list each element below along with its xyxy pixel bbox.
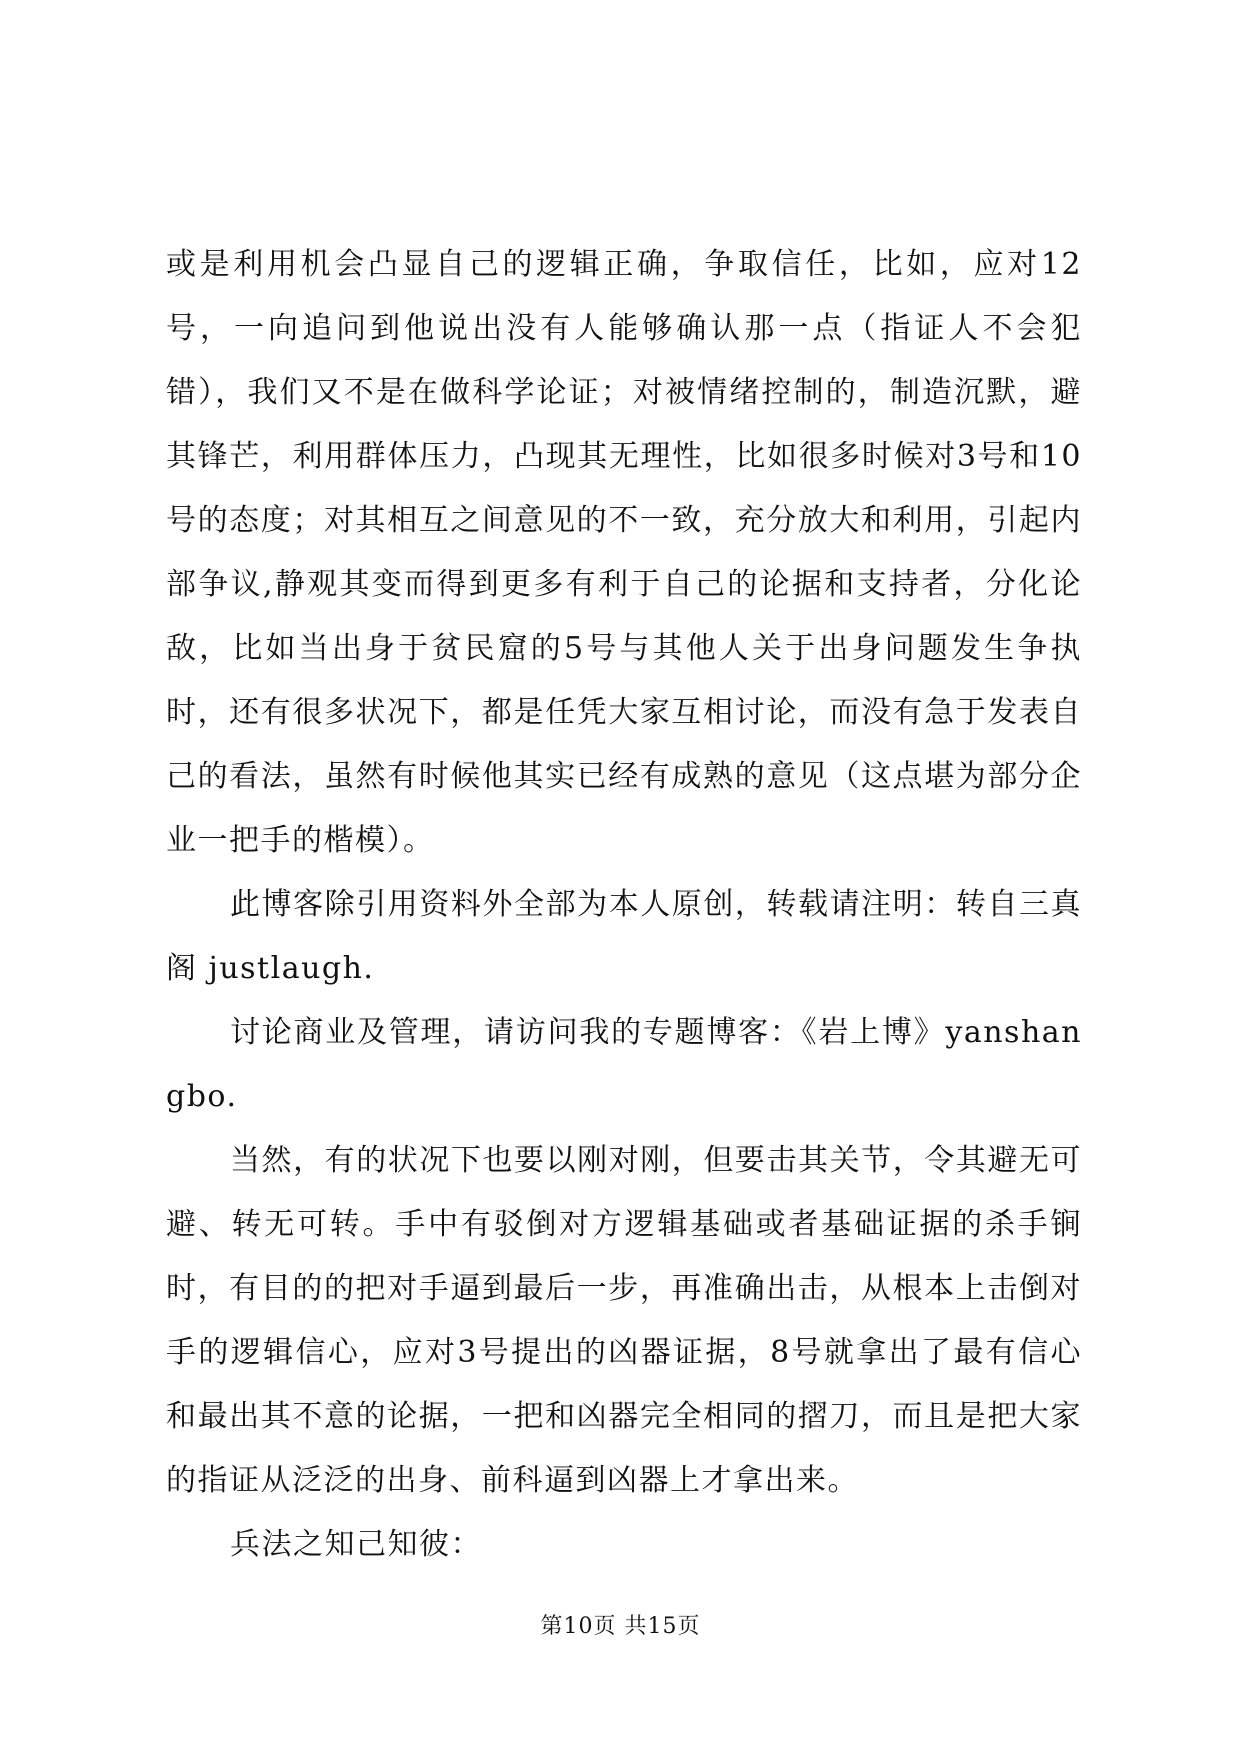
page-number-footer: 第10页 共15页 <box>540 1614 701 1639</box>
paragraph-3: 讨论商业及管理，请访问我的专题博客：《岩上博》yanshangbo. <box>166 1015 1082 1114</box>
paragraph-2: 此博客除引用资料外全部为本人原创，转载请注明：转自三真阁 justlaugh. <box>166 887 1082 986</box>
paragraph-1: 或是利用机会凸显自己的逻辑正确，争取信任，比如，应对12号，一向追问到他说出没有人能够确认那一点（指证人不会犯错），我们又不是在做科学论证；对被情绪控制的，制造沉默，避其锋芒，利用群体压力，凸现其无理性，比如很多时候对3号和10号的态度；对其相互之间意见的不一致，充分放大和利用，引起内部争议,静观其变而得到更多有利于自己的论据和支持者，分化论敌，比如当出身于贫民窟的5号与其他人关于出身问题发生争执时，还有很多状况下，都是任凭大家互相讨论，而没有急于发表自己的看法，虽然有时候他其实已经有成熟的意见（这点堪为部分企业一把手的楷模）。 <box>166 247 1082 858</box>
paragraph-5: 兵法之知己知彼： <box>230 1527 482 1562</box>
paragraph-4: 当然，有的状况下也要以刚对刚，但要击其关节，令其避无可避、转无可转。手中有驳倒对方逻辑基础或者基础证据的杀手锏时，有目的的把对手逼到最后一步，再准确出击，从根本上击倒对手的逻辑信心，应对3号提出的凶器证据，8号就拿出了最有信心和最出其不意的论据，一把和凶器完全相同的摺刀，而且是把大家的指证从泛泛的出身、前科逼到凶器上才拿出来。 <box>166 1143 1082 1498</box>
document-body <box>166 233 1082 1577</box>
